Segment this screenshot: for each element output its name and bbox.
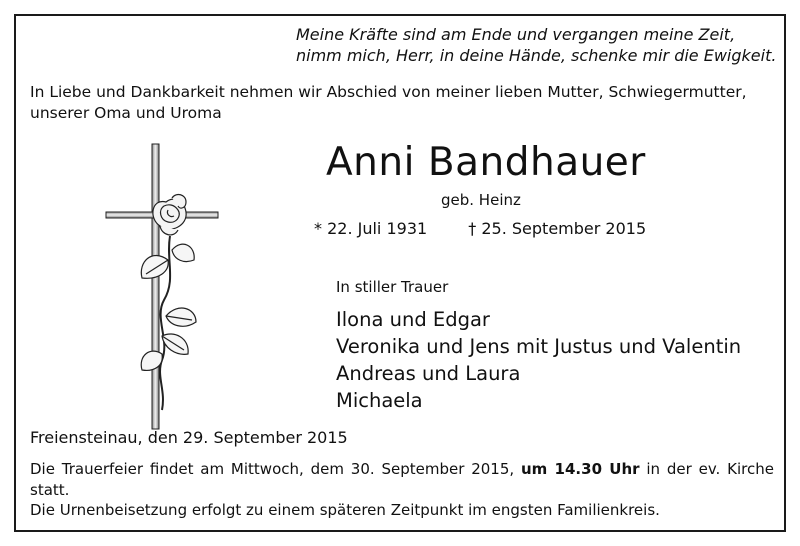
ceremony-text: Die Trauerfeier findet am Mittwoch, dem 30. September 2015, (30, 460, 515, 478)
poem-line-2: nimm mich, Herr, in deine Hände, schenke mir die Ewigkeit. (296, 46, 777, 65)
obituary-notice (14, 14, 786, 532)
ceremony-time: um 14.30 Uhr (520, 460, 640, 478)
maiden-name: geb. Heinz (441, 191, 521, 209)
burial-text: Die Urnenbeisetzung erfolgt zu einem späteren Zeitpunkt im engsten Familienkreis. (30, 501, 660, 519)
deceased-name: Anni Bandhauer (326, 140, 646, 185)
mourner-entry: Veronika und Jens mit Justus und Valentin (336, 335, 742, 358)
mourners-intro: In stiller Trauer (336, 278, 449, 296)
ceremony-info (30, 459, 774, 521)
mourner-entry: Ilona und Edgar (336, 308, 490, 331)
mourner-entry: Michaela (336, 389, 423, 412)
mourners-list (336, 306, 741, 414)
poem (296, 24, 776, 66)
mourner-entry: Andreas und Laura (336, 362, 521, 385)
intro-text: In Liebe und Dankbarkeit nehmen wir Abschied von meiner lieben Mutter, Schwiegermutter, unserer Oma und Uroma (30, 83, 747, 122)
poem-line-1: Meine Kräfte sind am Ende und vergangen meine Zeit, (296, 25, 736, 44)
ceremony-location: in der ev. Kirche statt. (30, 460, 774, 499)
cross-with-rose-icon (104, 140, 222, 432)
death-date: † 25. September 2015 (468, 219, 647, 238)
birth-date: * 22. Juli 1931 (314, 219, 428, 238)
place-and-date: Freiensteinau, den 29. September 2015 (30, 428, 348, 447)
life-dates (314, 219, 646, 238)
